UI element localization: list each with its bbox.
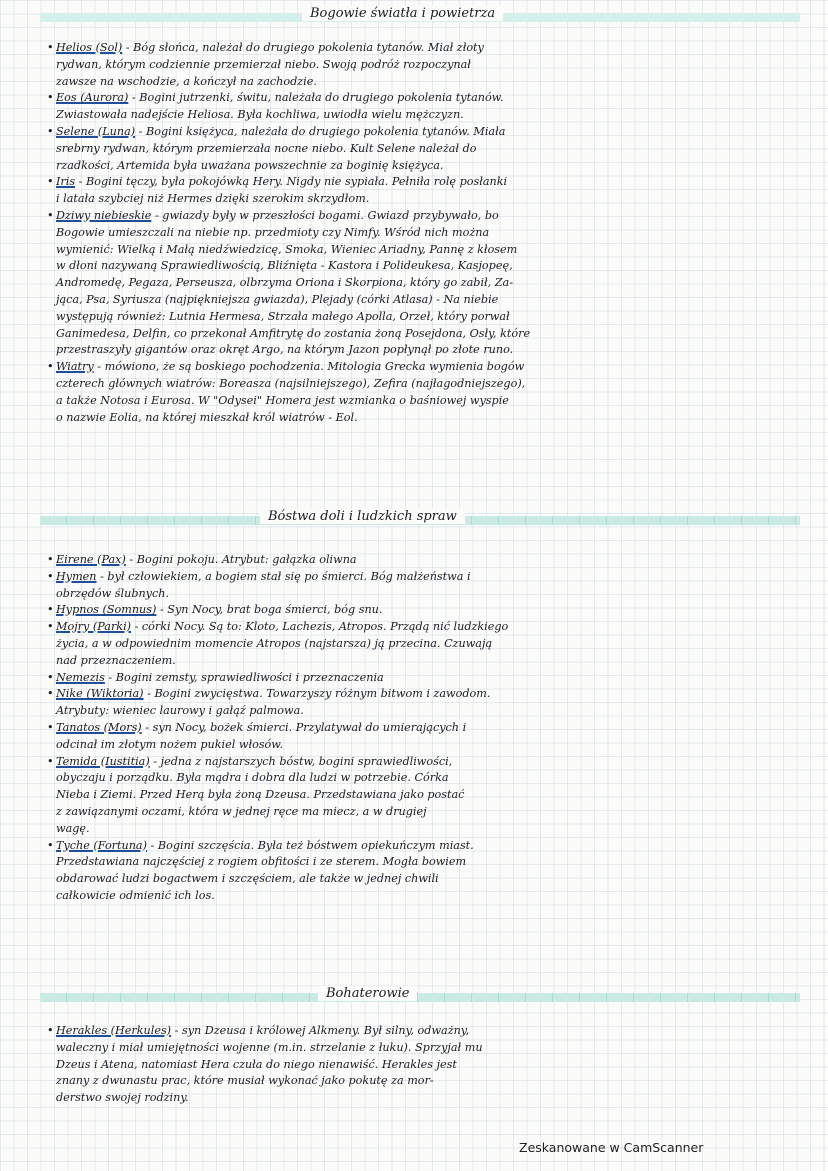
entry-text: wymienić: Wielką i Małą niedźwiedzicę, Smoka, Wieniec Ariadny, Pannę z kłosem [56,242,518,256]
entry-term: Hymen [56,569,97,583]
entry-term: Iris [56,175,76,189]
entry [47,90,714,124]
entry-line [56,158,714,175]
entry [47,1023,714,1107]
entry-line [56,871,714,888]
entry-term: Eirene (Pax) [56,553,126,566]
entry-term: Eos (Aurora) [56,91,129,105]
bullet-icon: • [47,687,54,701]
entry-line [56,107,714,124]
section-heroes [47,1023,714,1107]
entry-line [56,57,714,74]
entry-text: - Bogini zwycięstwa. Towarzyszy różnym bitwom i zawodom. [147,687,491,701]
entry-line [56,854,714,871]
entry-text: Dzeus i Atena, natomiast Hera czuła do niego nienawiść. Herakles jest [56,1057,457,1071]
entry-text: - gwiazdy były w przeszłości bogami. Gwiazd przybywało, bo [154,208,499,222]
entry-term: Temida (Iustitia) [56,754,150,768]
entry-text: z zawiązanymi oczami, która w jednej ręce ma miecz, a w drugiej [56,804,427,818]
entry-text: i latała szybciej niż Hermes dzięki szerokim skrzydłom. [56,192,370,206]
entry-line [56,737,714,754]
entry-text: obrzędów ślubnych. [56,586,170,600]
entry-line [56,1040,714,1057]
bullet-icon: • [47,1024,54,1037]
entry-line [56,410,714,427]
entry-text: znany z dwunastu prac, które musiał wykonać jako pokutę za mor- [56,1074,434,1088]
entry-term: Selene (Luna) [56,124,136,138]
entry-text: nad przeznaczeniem. [56,653,176,667]
bullet-icon: • [47,670,54,684]
bullet-icon: • [47,620,54,634]
entry-line [56,90,714,107]
bullet-icon: • [47,553,54,566]
entry-text: - mówiono, że są boskiego pochodzenia. Mitologia Grecka wymienia bogów [97,360,525,374]
entry-line [56,586,714,603]
entry-line [56,1073,714,1090]
entry-text: rzadkości, Artemida była uważana powszechnie za boginię księżyca. [56,158,444,172]
section-title: Bóstwa doli i ludzkich spraw [260,509,465,524]
entry-line [56,359,714,376]
entry-text: w dłoni nazywaną Sprawiedliwością, Bliźnięta - Kastora i Polideukesa, Kasjopeę, [56,259,513,273]
entry-text: waleczny i miał umiejętności wojenne (m.in. strzelanie z łuku). Sprzyjał mu [56,1040,483,1054]
entry-line [56,653,714,670]
entry-term: Herakles (Herkules) [56,1024,172,1037]
entry-line [56,191,714,208]
section-title: Bogowie światła i powietrza [302,6,503,21]
entry-term: Nike (Wiktoria) [56,687,144,701]
entry-text: - Bogini księżyca, należała do drugiego pokolenia tytanów. Miała [138,124,506,138]
section-header [40,509,800,529]
entry-text: Ganimedesa, Delfin, co przekonał Amfitrytę do zostania żoną Posejdona, Osły, które [56,326,531,340]
entry-term: Helios (Sol) [56,41,123,54]
entry-text: Andromedę, Pegaza, Perseusza, olbrzyma Oriona i Skorpiona, który go zabił, Za- [56,276,513,290]
entry-line [56,40,714,57]
entry-line [56,376,714,393]
entry-text: rydwan, którym codziennie przemierzał niebo. Swoją podróż rozpoczynał [56,57,471,71]
entry-text: - Bogini zemsty, sprawiedliwości i przeznaczenia [108,670,384,684]
entry-text: srebrny rydwan, którym przemierzała nocne niebo. Kult Selene należał do [56,141,477,155]
entry-line [56,225,714,242]
entry-line [56,720,714,737]
entry-line [56,552,714,569]
entry-line [56,1023,714,1040]
entry [47,569,714,603]
entry [47,40,714,90]
entry-text: odcinał im złotym nożem pukiel włosów. [56,737,284,751]
entry-line [56,821,714,838]
entry-term: Nemezis [56,670,105,684]
entry-text: czterech głównych wiatrów: Boreasza (najsilniejszego), Zefira (najłagodniejszego), [56,376,526,390]
entry [47,754,714,838]
entry-text: - Bogini szczęścia. Była też bóstwem opiekuńczym miast. [150,838,474,852]
entry-text: obyczaju i porządku. Była mądra i dobra dla ludzi w potrzebie. Córka [56,771,449,785]
entry-text: - syn Dzeusa i królowej Alkmeny. Był silny, odważny, [174,1024,470,1037]
entry-line [56,888,714,905]
entry-text: życia, a w odpowiednim momencie Atropos (najstarsza) ją przecina. Czuwają [56,636,493,650]
entry-line [56,787,714,804]
bullet-icon: • [47,569,54,583]
entry-line [56,686,714,703]
entry [47,670,714,687]
entry-line [56,292,714,309]
entry-line [56,393,714,410]
entry-line [56,602,714,619]
bullet-icon: • [47,41,54,54]
entry-term: Dziwy niebieskie [56,208,152,222]
entry-line [56,342,714,359]
entry-line [56,1090,714,1107]
entry-text: - jedna z najstarszych bóstw, bogini sprawiedliwości, [153,754,453,768]
entry-line [56,703,714,720]
entry-text: a także Notosa i Eurosa. W "Odysei" Homera jest wzmianka o baśniowej wyspie [56,393,509,407]
entry-text: Przedstawiana najczęściej z rogiem obfitości i ze sterem. Mogła bowiem [56,855,467,869]
entry [47,124,714,174]
bullet-icon: • [47,124,54,138]
bullet-icon: • [47,754,54,768]
entry [47,359,714,426]
entry [47,174,714,208]
entry-text: zawsze na wschodzie, a kończył na zachodzie. [56,74,317,88]
entry [47,720,714,754]
entry-text: - Bóg słońca, należał do drugiego pokolenia tytanów. Miał złoty [125,41,484,54]
entry [47,619,714,669]
entry-term: Wiatry [56,360,94,374]
entry [47,552,714,569]
entry-term: Hypnos (Somnus) [56,603,157,617]
entry-line [56,569,714,586]
entry-line [56,326,714,343]
section-title: Bohaterowie [318,986,417,1001]
entry-text: jąca, Psa, Syriusza (najpiękniejsza gwiazda), Plejady (córki Atlasa) - Na niebie [56,292,499,306]
entry-text: przestraszyły gigantów oraz okręt Argo, na którym Jazon popłynął po złote runo. [56,343,514,357]
entry [47,686,714,720]
entry-text: o nazwie Eolia, na której mieszkał król wiatrów - Eol. [56,410,358,424]
entry-line [56,804,714,821]
section-header [40,986,800,1006]
entry-text: - Syn Nocy, brat boga śmierci, bóg snu. [159,603,383,617]
entry-line [56,141,714,158]
entry-line [56,275,714,292]
entry-line [56,1057,714,1074]
entry-line [56,636,714,653]
entry-line [56,242,714,259]
entry-line [56,838,714,855]
section-fate-and-human-affairs [47,552,714,905]
entry-text: występują również: Lutnia Hermesa, Strzała małego Apolla, Orzeł, który porwał [56,309,510,323]
entry [47,602,714,619]
bullet-icon: • [47,91,54,105]
entry-text: wagę. [56,821,90,835]
entry-text: Atrybuty: wieniec laurowy i gałąź palmowa. [56,704,304,718]
section-header [40,6,800,26]
bullet-icon: • [47,360,54,374]
entry-text: - był człowiekiem, a bogiem stał się po śmierci. Bóg małżeństwa i [100,569,471,583]
entry-line [56,754,714,771]
entry-text: - Bogini tęczy, była pokojówką Hery. Nigdy nie sypiała. Pełniła rolę posłanki [78,175,508,189]
bullet-icon: • [47,720,54,734]
bullet-icon: • [47,175,54,189]
entry-text: Zwiastowała nadejście Heliosa. Była kochliwa, uwiodła wielu mężczyzn. [56,108,464,122]
entry [47,208,714,359]
entry [47,838,714,905]
entry-text: - córki Nocy. Są to: Kloto, Lachezis, Atropos. Prządą nić ludzkiego [134,620,509,634]
entry-line [56,309,714,326]
entry-term: Tyche (Fortuna) [56,838,147,852]
entry-text: - Bogini pokoju. Atrybut: gałązka oliwna [129,553,357,566]
entry-text: - syn Nocy, bożek śmierci. Przylatywał do umierających i [145,720,467,734]
header-highlight [40,993,800,1002]
section-light-and-air [47,40,714,426]
entry-text: obdarować ludzi bogactwem i szczęściem, ale także w jednej chwili [56,872,439,886]
bullet-icon: • [47,603,54,617]
entry-line [56,670,714,687]
entry-text: Nieba i Ziemi. Przed Herą była żoną Dzeusa. Przedstawiana jako postać [56,788,465,802]
bullet-icon: • [47,838,54,852]
entry-line [56,258,714,275]
entry-text: Bogowie umieszczali na niebie np. przedmioty czy Nimfy. Wśród nich można [56,225,490,239]
entry-line [56,208,714,225]
scanner-watermark: Zeskanowane w CamScanner [519,1140,704,1155]
entry-line [56,770,714,787]
entry-text: derstwo swojej rodziny. [56,1091,189,1105]
entry-text: całkowicie odmienić ich los. [56,888,215,902]
entry-term: Mojry (Parki) [56,620,132,634]
entry-text: - Bogini jutrzenki, świtu, należała do drugiego pokolenia tytanów. [131,91,504,105]
entry-line [56,619,714,636]
entry-line [56,74,714,91]
bullet-icon: • [47,208,54,222]
entry-line [56,124,714,141]
entry-line [56,174,714,191]
entry-term: Tanatos (Mors) [56,720,142,734]
